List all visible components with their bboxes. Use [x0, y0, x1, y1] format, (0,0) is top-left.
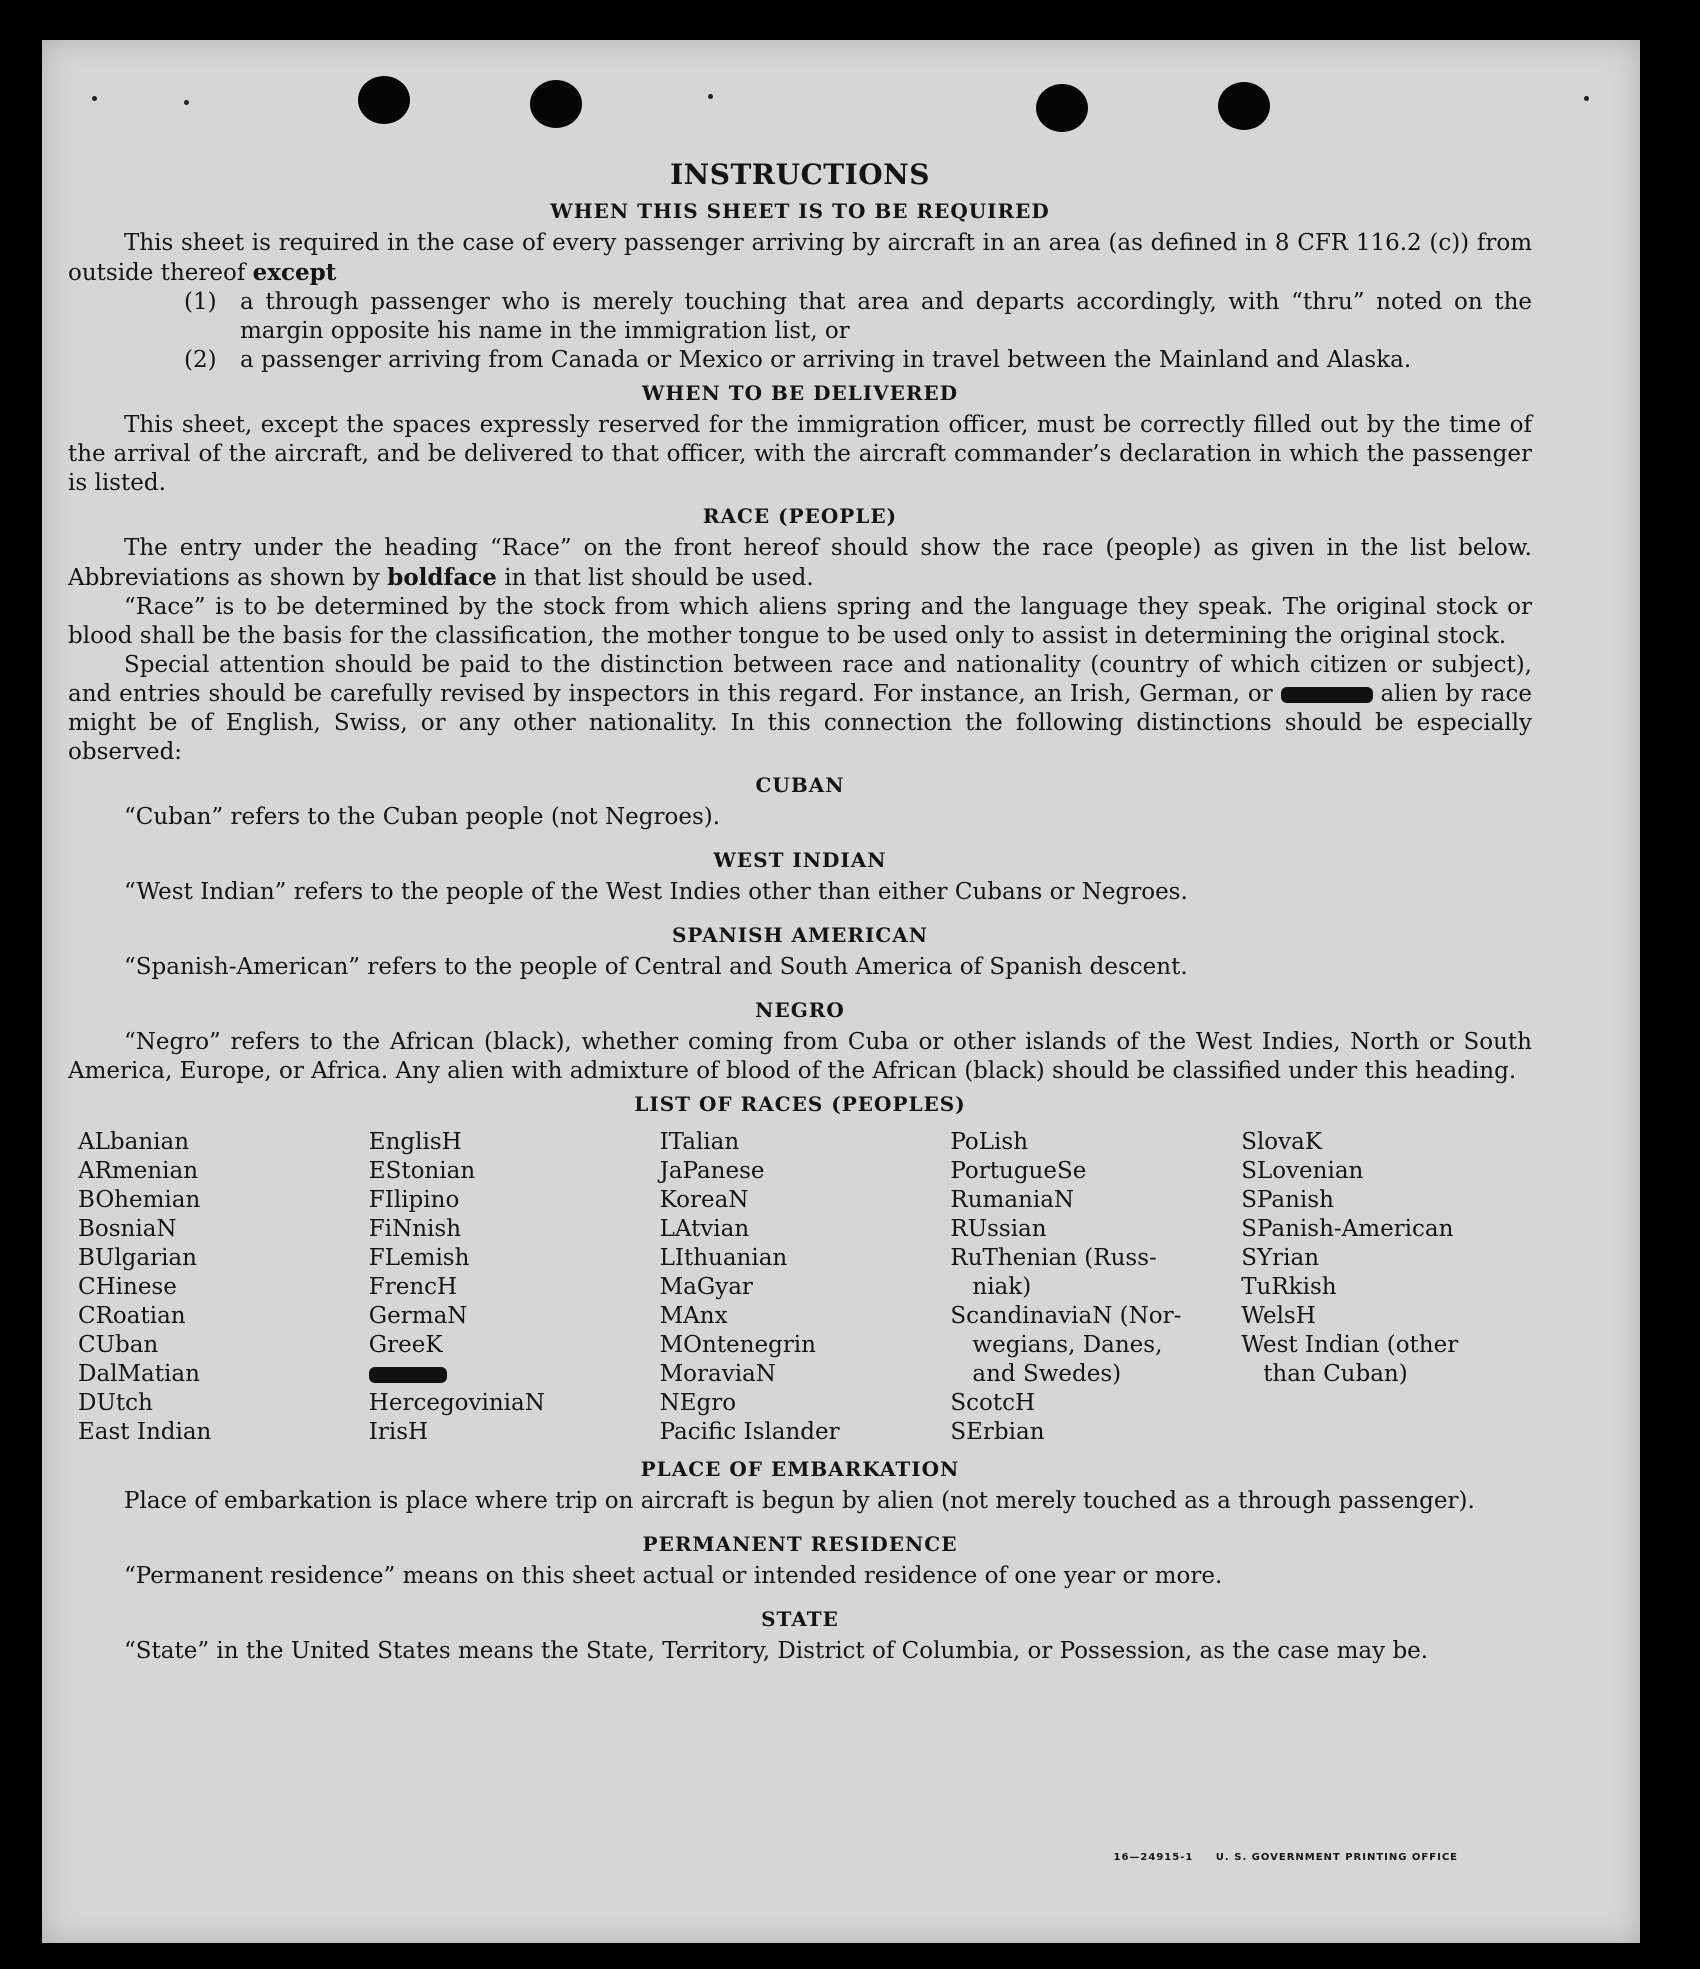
punch-hole — [358, 76, 410, 124]
races-column-4 — [950, 1128, 1241, 1447]
race-entry: GermaN — [368, 1303, 468, 1329]
item-text: a passenger arriving from Canada or Mexico or arriving in travel between the Mainland and Alaska. — [240, 347, 1412, 373]
intro-text: This sheet is required in the case of every passenger arriving by aircraft in an area (as defined in 8 CFR 116.2 (c)) from outside thereof — [68, 230, 1532, 286]
race-entry: BOhemian — [78, 1187, 201, 1213]
exception-item-2 — [184, 346, 1532, 375]
race-p3-end: alien by race might be of English, Swiss, or any other nationality. In this connection the following distinctions should be especially observed: — [68, 681, 1533, 765]
race-entry: SPanish-American — [1241, 1216, 1454, 1242]
race-entry: TuRkish — [1241, 1274, 1337, 1300]
cuban-text: “Cuban” refers to the Cuban people (not Negroes). — [124, 804, 721, 830]
race-entry: NEgro — [659, 1390, 737, 1416]
embarkation-text: Place of embarkation is place where trip on aircraft is begun by alien (not merely touched as a through passenger). — [124, 1488, 1475, 1514]
race-entry: CUban — [78, 1332, 159, 1358]
item-number: (1) — [184, 289, 217, 315]
race-entry: BosniaN — [78, 1216, 177, 1242]
race-entry: KoreaN — [659, 1187, 749, 1213]
race-entry-continued: wegians, Danes, — [972, 1332, 1163, 1358]
race-paragraph-3 — [68, 651, 1532, 767]
race-entry: CRoatian — [78, 1303, 186, 1329]
race-entry-continued: and Swedes) — [972, 1361, 1122, 1387]
race-p3-text: Special attention should be paid to the distinction between race and nationality (country of which citizen or subject), and entries should be carefully revised by inspectors in this regard. For instance, an Irish, German, or — [68, 652, 1532, 707]
permanent-residence-text: “Permanent residence” means on this sheet actual or intended residence of one year or more. — [124, 1563, 1223, 1589]
races-column-1 — [78, 1128, 369, 1447]
punch-hole — [530, 80, 582, 128]
race-entry: SPanish — [1241, 1187, 1334, 1213]
heading-permanent-residence: PERMANENT RESIDENCE — [642, 1532, 958, 1556]
race-entry: MaGyar — [659, 1274, 753, 1300]
race-entry: EnglisH — [368, 1129, 462, 1155]
exception-item-1 — [184, 288, 1532, 346]
race-entry: ARmenian — [78, 1158, 199, 1184]
race-p1-end: in that list should be used. — [496, 565, 814, 591]
west-indian-text: “West Indian” refers to the people of the West Indies other than either Cubans or Negroes. — [124, 879, 1188, 905]
speck-mark — [708, 94, 713, 99]
race-p1-bold: boldface — [387, 564, 497, 591]
race-entry: WelsH — [1241, 1303, 1316, 1329]
races-list — [78, 1128, 1532, 1447]
race-entry: HercegoviniaN — [368, 1390, 545, 1416]
race-entry: SLovenian — [1241, 1158, 1364, 1184]
intro-bold: except — [252, 259, 337, 286]
race-entry: JaPanese — [659, 1158, 765, 1184]
races-column-2 — [369, 1128, 660, 1447]
heading-when-delivered: WHEN TO BE DELIVERED — [641, 381, 959, 405]
race-entry: West Indian (other — [1241, 1332, 1459, 1358]
race-entry: SErbian — [950, 1419, 1045, 1445]
heading-embarkation: PLACE OF EMBARKATION — [640, 1457, 960, 1481]
printer-credit: U. S. GOVERNMENT PRINTING OFFICE — [1215, 1852, 1458, 1863]
race-entry: SYrian — [1241, 1245, 1320, 1271]
race-entry: SlovaK — [1241, 1129, 1323, 1155]
races-column-3 — [660, 1128, 951, 1447]
race-entry: GreeK — [368, 1332, 443, 1358]
item-number: (2) — [184, 347, 217, 373]
race-entry: ALbanian — [78, 1129, 190, 1155]
race-entry: MoraviaN — [659, 1361, 776, 1387]
race-entry: MAnx — [659, 1303, 728, 1329]
race-entry: RUssian — [950, 1216, 1047, 1242]
race-entry: ScandinaviaN (Nor- — [950, 1303, 1182, 1329]
race-entry: Pacific Islander — [659, 1419, 840, 1445]
when-delivered-text: This sheet, except the spaces expressly reserved for the immigration officer, must be correctly filled out by the time of the arrival of the aircraft, and be delivered to that officer, with the aircraft commander’s declaration in which the passenger is listed. — [68, 412, 1532, 496]
race-paragraph-2: “Race” is to be determined by the stock from which aliens spring and the language they speak. The original stock or blood shall be the basis for the classification, the mother tongue to be used only to assist in determining the original stock. — [68, 594, 1532, 649]
race-entry: FIlipino — [368, 1187, 460, 1213]
heading-when-required: WHEN THIS SHEET IS TO BE REQUIRED — [550, 199, 1050, 223]
item-text: a through passenger who is merely touching that area and departs accordingly, with “thru” noted on the margin opposite his name in the immigration list, or — [240, 289, 1532, 344]
race-paragraph-1 — [68, 534, 1532, 593]
state-text: “State” in the United States means the State, Territory, District of Columbia, or Possession, as the case may be. — [124, 1638, 1429, 1664]
redaction-mark — [369, 1367, 447, 1383]
speck-mark — [92, 96, 97, 101]
race-entry: RuThenian (Russ- — [950, 1245, 1157, 1271]
heading-state: STATE — [761, 1607, 839, 1631]
race-entry-continued: niak) — [972, 1274, 1032, 1300]
form-number: 16—24915-1 — [1113, 1852, 1194, 1863]
races-column-5 — [1241, 1128, 1532, 1447]
race-entry: BUlgarian — [78, 1245, 197, 1271]
redaction-mark — [1281, 687, 1373, 703]
page-title: INSTRUCTIONS — [670, 158, 930, 191]
race-entry: CHinese — [78, 1274, 177, 1300]
race-entry: LAtvian — [659, 1216, 750, 1242]
race-entry: DUtch — [78, 1390, 153, 1416]
document-sheet — [42, 40, 1640, 1943]
race-entry: LIthuanian — [659, 1245, 788, 1271]
negro-text: “Negro” refers to the African (black), whether coming from Cuba or other islands of the West Indies, North or South America, Europe, or Africa. Any alien with admixture of blood of the African (black) should be classified under this heading. — [68, 1029, 1532, 1084]
race-entry: EStonian — [368, 1158, 476, 1184]
speck-mark — [184, 100, 189, 105]
race-p1-text: The entry under the heading “Race” on the front hereof should show the race (people) as given in the list below. Abbreviations as shown by — [68, 535, 1532, 591]
race-entry: DalMatian — [78, 1361, 200, 1387]
race-entry: MOntenegrin — [659, 1332, 816, 1358]
race-entry: ITalian — [659, 1129, 740, 1155]
race-entry: PoLish — [950, 1129, 1029, 1155]
heading-race: RACE (PEOPLE) — [702, 504, 898, 528]
redacted-race-entry — [369, 1360, 660, 1389]
race-entry-continued: than Cuban) — [1263, 1361, 1408, 1387]
speck-mark — [1584, 96, 1589, 101]
race-entry: FLemish — [368, 1245, 470, 1271]
instructions-content — [68, 158, 1532, 1666]
race-entry: FrencH — [368, 1274, 458, 1300]
when-required-intro — [68, 229, 1532, 288]
race-entry: East Indian — [78, 1419, 212, 1445]
race-entry: ScotcH — [950, 1390, 1036, 1416]
race-entry: IrisH — [368, 1419, 429, 1445]
heading-list-of-races: LIST OF RACES (PEOPLES) — [634, 1092, 966, 1116]
print-footer — [1095, 1852, 1458, 1863]
heading-spanish-american: SPANISH AMERICAN — [671, 923, 929, 947]
spanish-american-text: “Spanish-American” refers to the people of Central and South America of Spanish descent. — [124, 954, 1188, 980]
race-entry: RumaniaN — [950, 1187, 1075, 1213]
heading-cuban: CUBAN — [755, 773, 845, 797]
punch-hole — [1036, 84, 1088, 132]
race-entry: FiNnish — [368, 1216, 462, 1242]
heading-negro: NEGRO — [755, 998, 845, 1022]
punch-hole — [1218, 82, 1270, 130]
heading-west-indian: WEST INDIAN — [713, 848, 887, 872]
race-entry: PortugueSe — [950, 1158, 1087, 1184]
